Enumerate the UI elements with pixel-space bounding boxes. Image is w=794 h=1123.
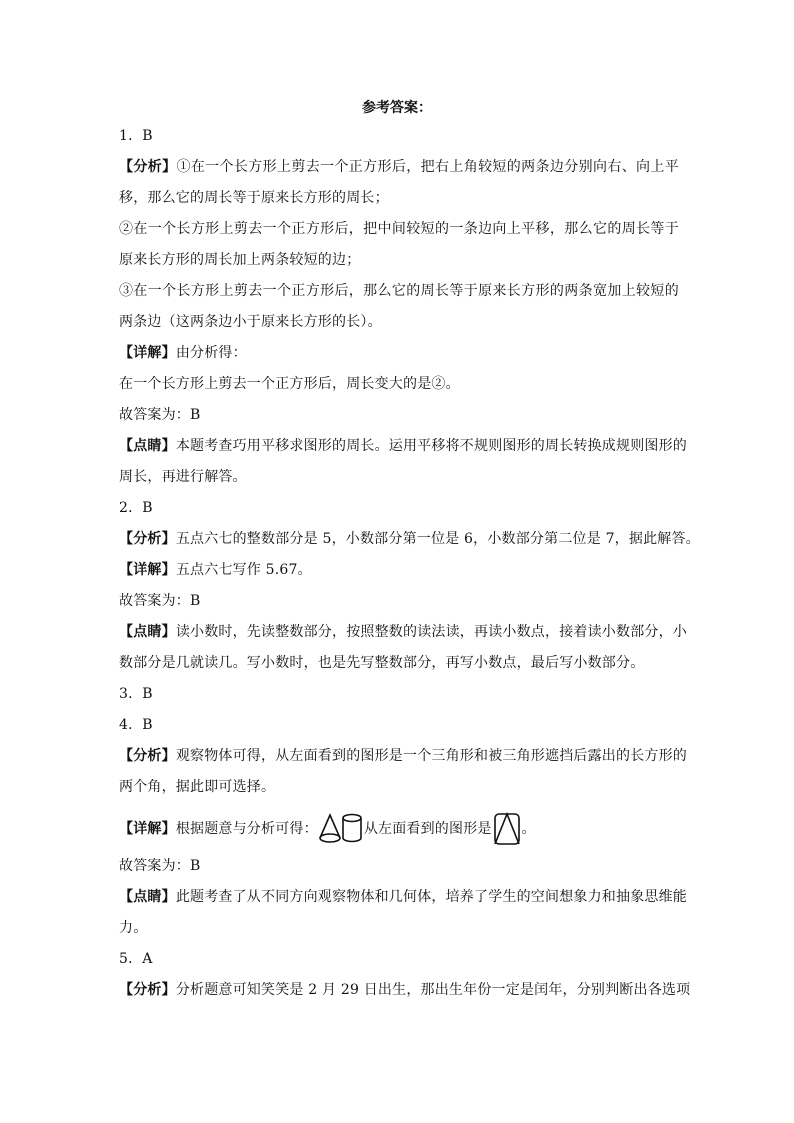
q1-analysis-text: ③在一个长方形上剪去一个正方形后，那么它的周长等于原来长方形的两条宽加上较短的 [119,283,679,299]
detail-label: 【详解】 [119,562,176,578]
answer-content [119,121,700,1006]
q5-analysis-line [119,975,691,1006]
q4-analysis-text: 观察物体可得，从左面看到的图形是一个三角形和被三角形遮挡后露出的长方形的 [175,748,688,764]
q2-answer: 2．B [119,500,153,516]
q1-conclusion: 故答案为：B [119,407,201,423]
q1-analysis-text: 原来长方形的周长加上两条较短的边； [119,252,361,268]
q1-analysis-line [119,152,679,183]
cone-icon [320,815,340,842]
q2-comment-text: 读小数时，先读整数部分，按照整数的读法读，再读小数点，接着读小数部分，小 [175,624,688,640]
q1-analysis-text: 移，那么它的周长等于原来长方形的周长； [119,190,389,206]
comment-label: 【点睛】 [119,624,176,640]
analysis-label: 【分析】 [119,748,176,764]
left-view-icon [495,814,519,844]
q1-analysis-text: ②在一个长方形上剪去一个正方形后，把中间较短的一条边向上平移，那么它的周长等于 [119,221,679,237]
q3-answer: 3．B [119,686,153,702]
comment-label: 【点睛】 [119,438,176,454]
q4-analysis-line [119,741,688,772]
q2-conclusion: 故答案为：B [119,593,201,609]
q5-analysis-text: 分析题意可知笑笑是 2 月 29 日出生，那出生年份一定是闰年，分别判断出各选项 [175,982,691,998]
analysis-label: 【分析】 [119,159,177,175]
q1-comment-line [119,431,688,462]
q4-detail-text: 。 [521,821,536,837]
q4-detail-line [119,811,679,847]
q1-detail-line [119,338,679,369]
q1-comment-text: 本题考查巧用平移求图形的周长。运用平移将不规则图形的周长转换成规则图形的 [175,438,688,454]
q4-detail-text: 从左面看到的图形是 [363,821,492,837]
q4-detail-text: 根据题意与分析可得： [175,821,318,837]
q2-analysis-text: 五点六七的整数部分是 5，小数部分第一位是 6，小数部分第二位是 7，据此解答。 [175,531,700,547]
q2-comment-text: 数部分是几就读几。写小数时，也是先写整数部分，再写小数点，最后写小数部分。 [119,655,645,671]
q2-analysis-line [119,524,700,555]
detail-label: 【详解】 [119,821,176,837]
q1-analysis-text: 两条边（这两条边小于原来长方形的长）。 [119,314,382,330]
cylinder-icon [343,815,361,842]
q1-answer: 1．B [119,128,153,144]
cone-cylinder-figure [318,812,364,846]
q1-detail-text: 由分析得： [175,345,247,361]
q4-comment-line [119,882,688,913]
q1-detail-text: 在一个长方形上剪去一个正方形后，周长变大的是②。 [119,376,460,392]
q2-detail-line [119,555,679,586]
q4-answer: 4．B [119,717,153,733]
q5-answer: 5．A [119,951,153,967]
q2-detail-text: 五点六七写作 5.67。 [175,562,312,578]
q4-comment-text: 力。 [119,920,148,936]
page-title: 参考答案： [362,100,432,116]
analysis-label: 【分析】 [119,982,176,998]
analysis-label: 【分析】 [119,531,176,547]
comment-label: 【点睛】 [119,889,176,905]
q1-comment-text: 周长，再进行解答。 [119,469,247,485]
q2-comment-line [119,617,688,648]
left-view-figure [492,811,522,847]
q4-conclusion: 故答案为：B [119,858,201,874]
detail-label: 【详解】 [119,345,176,361]
q4-analysis-text: 两个角，据此即可选择。 [119,779,276,795]
q4-comment-text: 此题考查了从不同方向观察物体和几何体，培养了学生的空间想象力和抽象思维能 [175,889,688,905]
q1-analysis-text: ①在一个长方形上剪去一个正方形后，把右上角较短的两条边分别向右、向上平 [176,159,679,175]
